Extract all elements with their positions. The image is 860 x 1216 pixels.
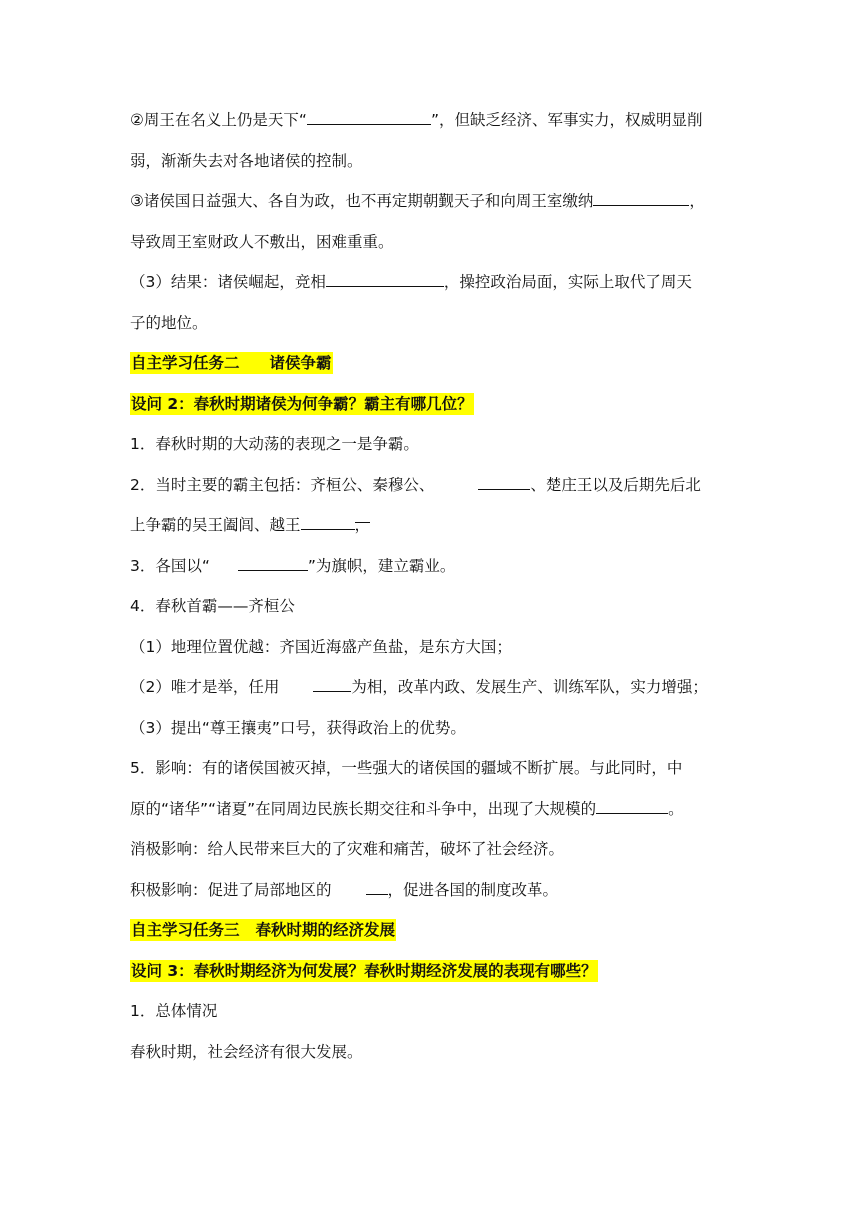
text: 子的地位。 — [130, 313, 208, 332]
list-item — [130, 586, 750, 627]
section-heading-2 — [130, 343, 750, 384]
paragraph-line — [130, 141, 750, 182]
text: 3．各国以“ — [130, 556, 210, 575]
section-subtitle: 春秋时期的经济发展 — [255, 921, 396, 939]
list-item — [130, 789, 750, 830]
text: 消极影响：给人民带来巨大的了灾难和痛苦，破坏了社会经济。 — [130, 840, 565, 858]
list-item — [130, 667, 750, 708]
fill-in-blank[interactable] — [366, 877, 388, 895]
text: 4．春秋首霸——齐桓公 — [130, 597, 295, 615]
text: （1）地理位置优越：齐国近海盛产鱼盐，是东方大国； — [130, 637, 512, 656]
paragraph-line — [130, 829, 750, 870]
list-item — [130, 748, 750, 789]
paragraph-line — [130, 262, 750, 303]
text: ”，但缺乏经济、军事实力，权威明显削 — [430, 111, 703, 129]
list-item — [130, 627, 750, 668]
text: 原的“诸华”“诸夏”在同周边民族长期交往和斗争中，出现了大规模的 — [130, 799, 597, 818]
text: 2．当时主要的霸主包括：齐桓公、秦穆公、 — [130, 475, 435, 494]
paragraph-line — [130, 303, 750, 344]
list-item — [130, 991, 750, 1032]
paragraph-line — [130, 181, 750, 222]
text: 弱，渐渐失去对各地诸侯的控制。 — [130, 151, 363, 170]
question-text: 设问 3：春秋时期经济为何发展？春秋时期经济发展的表现有哪些？ — [131, 961, 597, 980]
fill-in-blank[interactable] — [238, 553, 308, 571]
text: （3）结果：诸侯崛起，竞相 — [130, 273, 326, 291]
paragraph-line — [130, 1032, 750, 1073]
list-item — [130, 708, 750, 749]
text: ，操控政治局面，实际上取代了周天 — [443, 273, 692, 291]
text: 导致周王室财政人不敷出，困难重重。 — [130, 232, 394, 251]
section-heading-3 — [130, 910, 750, 951]
text: （2）唯才是举，任用 — [130, 678, 280, 696]
text: 1．春秋时期的大动荡的表现之一是争霸。 — [130, 435, 419, 453]
section-title: 自主学习任务二 — [131, 354, 240, 372]
fill-in-blank[interactable] — [307, 107, 431, 125]
text: ， — [689, 192, 705, 210]
text: 上争霸的吴王阖闾、越王 — [130, 516, 301, 534]
text: 积极影响：促进了局部地区的 — [130, 880, 332, 899]
text: 春秋时期，社会经济有很大发展。 — [130, 1042, 363, 1061]
text: ， — [355, 505, 371, 523]
text: （3）提出“尊王攘夷”口号，获得政治上的优势。 — [130, 718, 466, 737]
fill-in-blank[interactable] — [596, 796, 668, 814]
list-item — [130, 505, 750, 546]
paragraph-line — [130, 870, 750, 911]
paragraph-line — [130, 100, 750, 141]
question-heading-2 — [130, 384, 750, 425]
question-heading-3 — [130, 951, 750, 992]
text: ，促进各国的制度改革。 — [387, 880, 559, 899]
fill-in-blank[interactable] — [478, 472, 530, 490]
text: ②周王在名义上仍是天下“ — [130, 111, 307, 129]
text: 、楚庄王以及后期先后北 — [530, 475, 701, 494]
text: 1．总体情况 — [130, 1002, 218, 1020]
text: 5．影响：有的诸侯国被灭掉，一些强大的诸侯国的疆域不断扩展。与此同时，中 — [130, 759, 683, 777]
section-subtitle: 诸侯争霸 — [269, 354, 332, 372]
question-text: 设问 2：春秋时期诸侯为何争霸？霸主有哪几位？ — [131, 394, 473, 413]
list-item — [130, 465, 750, 506]
fill-in-blank[interactable] — [326, 269, 444, 287]
text: 为相，改革内政、发展生产、训练军队，实力增强； — [351, 678, 708, 696]
fill-in-blank[interactable] — [301, 512, 355, 530]
fill-in-blank[interactable] — [593, 188, 689, 206]
text: 。 — [668, 799, 684, 818]
paragraph-line — [130, 222, 750, 263]
list-item — [130, 546, 750, 587]
text: ③诸侯国日益强大、各自为政，也不再定期朝觐天子和向周王室缴纳 — [130, 192, 594, 210]
section-title: 自主学习任务三 — [131, 921, 240, 939]
document-page — [130, 100, 750, 1072]
fill-in-blank[interactable] — [313, 674, 351, 692]
text: ”为旗帜，建立霸业。 — [307, 556, 456, 575]
list-item — [130, 424, 750, 465]
